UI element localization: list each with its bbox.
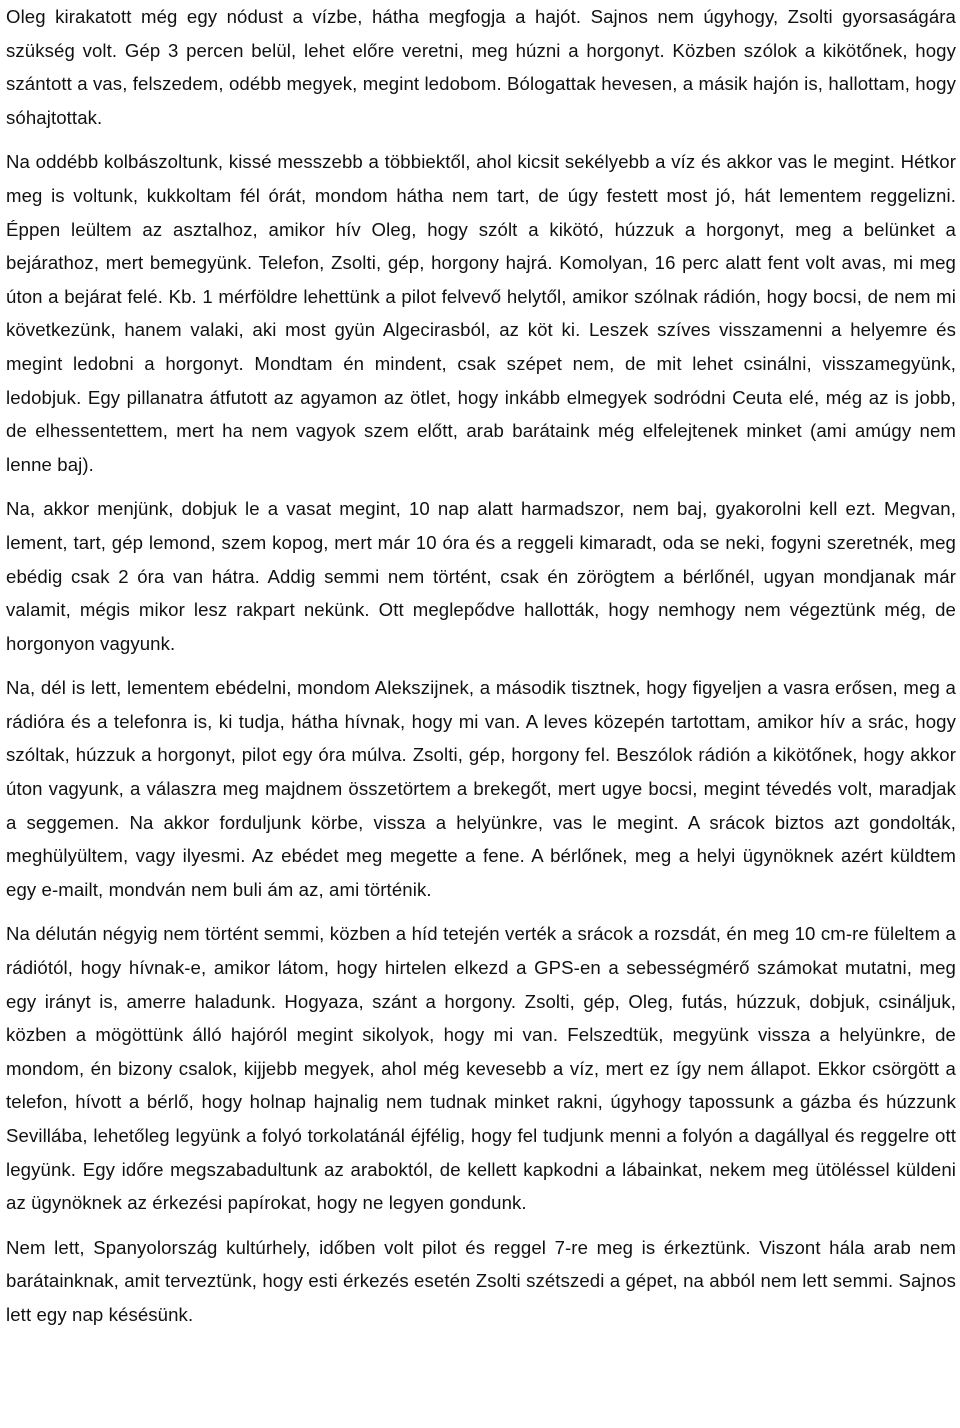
paragraph-gap [6,660,956,671]
document-page [6,0,956,1332]
paragraph-5: Na délután négyig nem történt semmi, közben a híd tetején verték a srácok a rozsdát, én meg 10 cm-re füleltem a rádiótól, hogy hívnak-e, amikor látom, hogy hirtelen elkezd a GPS-en a sebességmérő számokat mutatni, meg egy irányt is, amerre haladunk. Hogyaza, szánt a horgony. Zsolti, gép, Oleg, futás, húzzuk, dobjuk, csináljuk, közben a mögöttünk álló hajóról megint sikolyok, hogy mi van. Felszedtük, megyünk vissza a helyünkre, de mondom, én bizony csalok, kijjebb megyek, ahol még kevesebb a víz, mert ez így nem állapot. Ekkor csörgött a telefon, hívott a bérlő, hogy holnap hajnalig nem tudnak minket rakni, úgyhogy tapossunk a gázba és húzzunk Sevillába, lehetőleg legyünk a folyó torkolatánál éjfélig, hogy fel tudjunk menni a folyón a dagállyal és reggelre ott legyünk. Egy időre megszabadultunk az araboktól, de kellett kapkodni a lábainkat, nekem meg ütöléssel küldeni az ügynöknek az érkezési papírokat, hogy ne legyen gondunk. [6,923,956,1214]
paragraph-gap [6,906,956,917]
paragraph-gap [6,481,956,492]
paragraph-6: Nem lett, Spanyolország kultúrhely, időben volt pilot és reggel 7-re meg is érkeztünk. Viszont hála arab nem barátainknak, amit terveztünk, hogy esti érkezés esetén Zsolti szétszedi a gépet, na abból nem lett semmi. Sajnos lett egy nap késésünk. [6,1236,956,1325]
paragraph-gap [6,134,956,145]
paragraph-2: Na oddébb kolbászoltunk, kissé messzebb a többiektől, ahol kicsit sekélyebb a víz és akkor vas le megint. Hétkor meg is voltunk, kukkoltam fél órát, mondom hátha nem tart, de úgy festett most jó, hát lementem reggelizni. Éppen leültem az asztalhoz, amikor hív Oleg, hogy szólt a kikötó, húzzuk a horgonyt, meg a belünket a bejárathoz, mert bemegyünk. Telefon, Zsolti, gép, horgony hajrá. Komolyan, 16 perc alatt fent volt avas, mi meg úton a bejárat felé. Kb. 1 mérföldre lehettünk a pilot felvevő helytől, amikor szólnak rádión, hogy bocsi, de nem mi következünk, hanem valaki, aki most gyün Algecirasból, az köt ki. Leszek szíves visszamenni a helyemre és megint ledobni a horgonyt. Mondtam én mindent, csak szépet nem, de mit lehet csinálni, visszamegyünk, ledobjuk. Egy pillanatra átfutott az agyamon az ötlet, hogy inkább elmegyek sodródni Ceuta elé, még az is jobb, de elhessentettem, mert ha nem vagyok szem előtt, arab barátaink még elfelejtenek minket (ami amúgy nem lenne baj). [6,151,956,475]
paragraph-1: Oleg kirakatott még egy nódust a vízbe, hátha megfogja a hajót. Sajnos nem úgyhogy, Zsolti gyorsaságára szükség volt. Gép 3 percen belül, lehet előre veretni, meg húzni a horgonyt. Közben szólok a kikötőnek, hogy szántott a vas, felszedem, odébb megyek, megint ledobom. Bólogattak hevesen, a másik hajón is, hallottam, hogy sóhajtottak. [6,6,956,128]
paragraph-gap [6,1220,956,1231]
paragraph-3: Na, akkor menjünk, dobjuk le a vasat megint, 10 nap alatt harmadszor, nem baj, gyakorolni kell ezt. Megvan, lement, tart, gép lemond, szem kopog, mert már 10 óra és a reggeli kimaradt, oda se neki, fogyni szeretnék, meg ebédig csak 2 óra van hátra. Addig semmi nem történt, csak én zörögtem a bérlőnél, ugyan mondjanak már valamit, mégis mikor lesz rakpart nekünk. Ott meglepődve hallották, hogy nemhogy nem végeztünk még, de horgonyon vagyunk. [6,498,956,654]
paragraph-4: Na, dél is lett, lementem ebédelni, mondom Alekszijnek, a második tisztnek, hogy figyeljen a vasra erősen, meg a rádióra és a telefonra is, ki tudja, hátha hívnak, hogy mi van. A leves közepén tartottam, amikor hív a srác, hogy szóltak, húzzuk a horgonyt, pilot egy óra múlva. Zsolti, gép, horgony fel. Beszólok rádión a kikötőnek, hogy akkor úton vagyunk, a válaszra meg majdnem összetörtem a brekegőt, mert ugye bocsi, megint tévedés volt, maradjak a seggemen. Na akkor forduljunk körbe, vissza a helyünkre, vas le megint. A srácok biztos azt gondolták, meghülyültem, vagy ilyesmi. Az ebédet meg megette a fene. A bérlőnek, meg a helyi ügynöknek azért küldtem egy e-mailt, mondván nem buli ám az, ami történik. [6,677,956,900]
